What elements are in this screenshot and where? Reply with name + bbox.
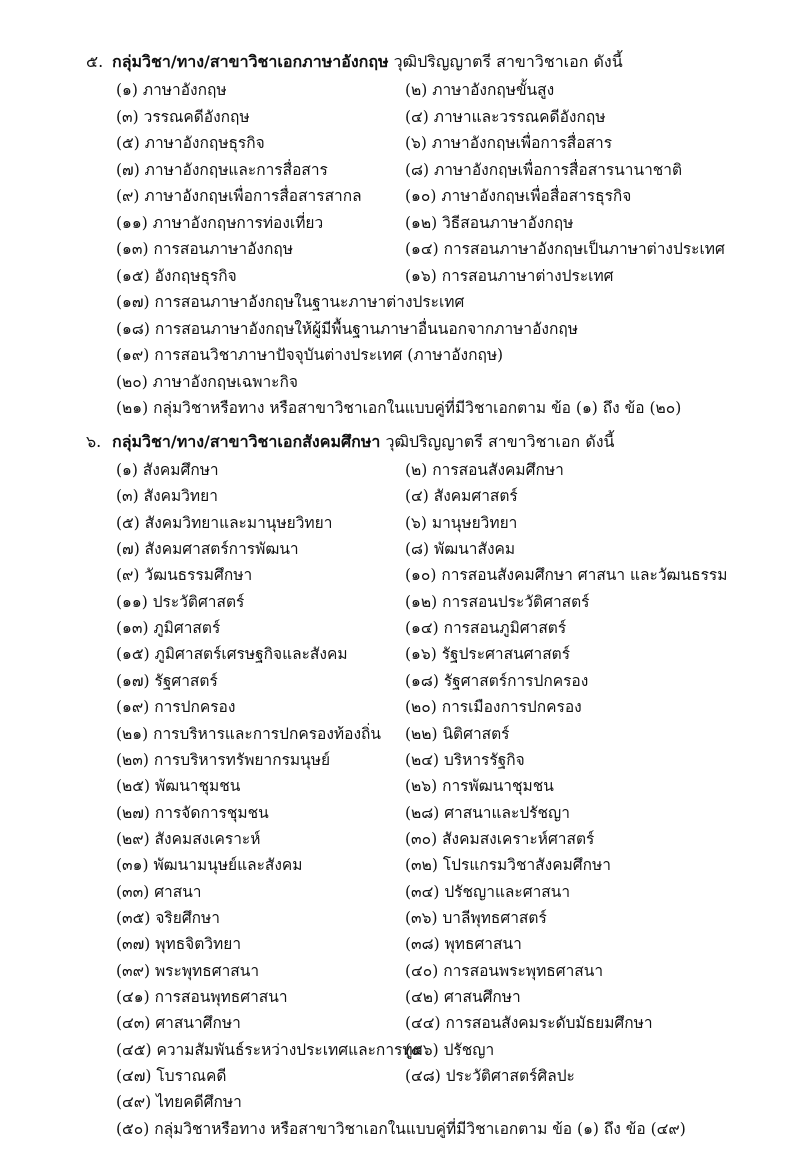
list-row <box>0 104 800 130</box>
list-item: (๑๖) การสอนภาษาต่างประเทศ <box>405 266 614 285</box>
list-item: (๒๖) การพัฒนาชุมชน <box>405 777 554 796</box>
list-item: (๒๙) สังคมสงเคราะห์ <box>116 829 261 848</box>
list-item: (๑๕) อังกฤษธุรกิจ <box>116 266 237 285</box>
list-row <box>0 641 800 667</box>
list-item: (๔๗) โบราณคดี <box>116 1067 227 1086</box>
list-item: (๒๓) การบริหารทรัพยากรมนุษย์ <box>116 750 331 769</box>
list-row <box>0 826 800 852</box>
section-subtitle: วุฒิปริญญาตรี สาขาวิชาเอก ดังนี้ <box>393 52 623 71</box>
list-item: (๒) การสอนสังคมศึกษา <box>405 461 564 479</box>
list-row <box>0 183 800 209</box>
list-item: (๑๗) รัฐศาสตร์ <box>116 671 218 690</box>
list-item: (๗) ภาษาอังกฤษและการสื่อสาร <box>116 160 328 179</box>
list-row <box>0 369 800 395</box>
list-item: (๑๑) ภาษาอังกฤษการท่องเที่ยว <box>116 213 324 232</box>
section-title: กลุ่มวิชา/ทาง/สาขาวิชาเอกภาษาอังกฤษ <box>112 52 389 71</box>
list-item: (๑๘) การสอนภาษาอังกฤษให้ผู้มีพื้นฐานภาษาอื่นนอกจากภาษาอังกฤษ <box>116 319 578 338</box>
list-item: (๙) วัฒนธรรมศึกษา <box>116 566 253 585</box>
list-item: (๖) ภาษาอังกฤษเพื่อการสื่อสาร <box>405 134 613 152</box>
list-item: (๒๒) นิติศาสตร์ <box>405 724 510 743</box>
list-item: (๔๕) ความสัมพันธ์ระหว่างประเทศและการทูต <box>116 1040 423 1059</box>
list-item: (๓๙) พระพุทธศาสนา <box>116 961 260 980</box>
list-item: (๔๘) ประวัติศาสตร์ศิลปะ <box>405 1067 575 1086</box>
list-item: (๑๐) การสอนสังคมศึกษา ศาสนา และวัฒนธรรม <box>405 566 728 585</box>
list-row <box>0 263 800 289</box>
list-item: (๓๒) โปรแกรมวิชาสังคมศึกษา <box>405 856 611 875</box>
list-row <box>0 589 800 615</box>
list-item: (๑๓) การสอนภาษาอังกฤษ <box>116 240 293 258</box>
list-row <box>0 879 800 905</box>
list-item: (๓๐) สังคมสงเคราะห์ศาสตร์ <box>405 829 595 848</box>
list-item: (๙) ภาษาอังกฤษเพื่อการสื่อสารสากล <box>116 187 362 205</box>
list-item: (๘) ภาษาอังกฤษเพื่อการสื่อสารนานาชาติ <box>405 160 683 179</box>
list-row <box>0 984 800 1010</box>
section-number: ๖. <box>86 432 102 451</box>
list-item: (๑๗) การสอนภาษาอังกฤษในฐานะภาษาต่างประเทศ <box>116 293 465 311</box>
list-item: (๔) สังคมศาสตร์ <box>405 487 518 506</box>
list-row <box>0 931 800 957</box>
list-item: (๑๔) การสอนภาษาอังกฤษเป็นภาษาต่างประเทศ <box>405 240 725 258</box>
list-item: (๑๖) รัฐประศาสนศาสตร์ <box>405 645 571 664</box>
list-row <box>0 721 800 747</box>
list-row <box>0 289 800 315</box>
list-row <box>0 510 800 536</box>
list-item: (๑๙) การสอนวิชาภาษาปัจจุบันต่างประเทศ (ภาษาอังกฤษ) <box>116 346 504 364</box>
list-item: (๓) สังคมวิทยา <box>116 487 218 506</box>
list-row <box>0 536 800 562</box>
list-item: (๔) ภาษาและวรรณคดีอังกฤษ <box>405 107 606 126</box>
list-row <box>0 1063 800 1089</box>
list-row <box>0 210 800 236</box>
list-item: (๔๓) ศาสนาศึกษา <box>116 1014 241 1033</box>
list-item: (๑๓) ภูมิศาสตร์ <box>116 619 221 638</box>
list-row <box>0 457 800 483</box>
list-row <box>0 615 800 641</box>
list-row <box>0 1037 800 1063</box>
list-item: (๗) สังคมศาสตร์การพัฒนา <box>116 540 299 559</box>
list-row <box>0 157 800 183</box>
list-item: (๕) สังคมวิทยาและมานุษยวิทยา <box>116 513 333 532</box>
list-row <box>0 1116 800 1142</box>
list-item: (๖) มานุษยวิทยา <box>405 513 518 532</box>
list-item: (๔๑) การสอนพุทธศาสนา <box>116 988 288 1006</box>
list-row <box>0 236 800 262</box>
list-row <box>0 747 800 773</box>
list-item: (๒๔) บริหารรัฐกิจ <box>405 750 525 769</box>
list-item: (๑๐) ภาษาอังกฤษเพื่อสื่อสารธุรกิจ <box>405 187 632 205</box>
section-number: ๕. <box>86 52 104 71</box>
list-row <box>0 342 800 368</box>
list-row <box>0 1089 800 1115</box>
list-item: (๒๑) การบริหารและการปกครองท้องถิ่น <box>116 724 381 743</box>
list-item: (๑๒) การสอนประวัติศาสตร์ <box>405 592 590 611</box>
list-row <box>0 316 800 342</box>
list-item: (๔๙) ไทยคดีศึกษา <box>116 1093 242 1112</box>
section-subtitle: วุฒิปริญญาตรี สาขาวิชาเอก ดังนี้ <box>385 432 615 451</box>
list-item: (๑๕) ภูมิศาสตร์เศรษฐกิจและสังคม <box>116 645 348 664</box>
list-item: (๒๗) การจัดการชุมชน <box>116 803 269 822</box>
list-item: (๑๑) ประวัติศาสตร์ <box>116 592 245 611</box>
list-item: (๔๒) ศาสนศึกษา <box>405 988 521 1006</box>
list-item: (๒๐) การเมืองการปกครอง <box>405 698 582 717</box>
list-item: (๔๔) การสอนสังคมระดับมัธยมศึกษา <box>405 1014 653 1033</box>
list-row <box>0 562 800 588</box>
list-item: (๕) ภาษาอังกฤษธุรกิจ <box>116 134 265 152</box>
list-item: (๓๗) พุทธจิตวิทยา <box>116 935 242 954</box>
list-row <box>0 130 800 156</box>
list-item: (๑๔) การสอนภูมิศาสตร์ <box>405 619 567 638</box>
list-item: (๑๙) การปกครอง <box>116 698 236 717</box>
list-item: (๑) สังคมศึกษา <box>116 461 219 479</box>
list-item: (๘) พัฒนาสังคม <box>405 540 516 559</box>
list-item: (๓) วรรณคดีอังกฤษ <box>116 107 250 126</box>
section-title: กลุ่มวิชา/ทาง/สาขาวิชาเอกสังคมศึกษา <box>112 432 381 451</box>
list-item: (๑๒) วิธีสอนภาษาอังกฤษ <box>405 213 574 232</box>
list-item: (๔๖) ปรัชญา <box>405 1040 495 1059</box>
list-item: (๓๘) พุทธศาสนา <box>405 935 522 954</box>
list-item: (๕๐) กลุ่มวิชาหรือทาง หรือสาขาวิชาเอกในแบบคู่ที่มีวิชาเอกตาม ข้อ (๑) ถึง ข้อ (๔๙) <box>116 1119 686 1138</box>
list-row <box>0 483 800 509</box>
list-row <box>0 905 800 931</box>
list-row <box>0 800 800 826</box>
section-heading <box>86 430 614 455</box>
list-item: (๑) ภาษาอังกฤษ <box>116 81 227 99</box>
list-item: (๒๑) กลุ่มวิชาหรือทาง หรือสาขาวิชาเอกในแบบคู่ที่มีวิชาเอกตาม ข้อ (๑) ถึง ข้อ (๒๐) <box>116 399 682 417</box>
list-row <box>0 694 800 720</box>
list-row <box>0 668 800 694</box>
list-item: (๓๕) จริยศึกษา <box>116 908 220 927</box>
list-row <box>0 958 800 984</box>
list-row <box>0 395 800 421</box>
list-row <box>0 773 800 799</box>
section-heading <box>86 50 623 75</box>
list-row <box>0 852 800 878</box>
list-item: (๓๔) ปรัชญาและศาสนา <box>405 882 571 901</box>
list-row <box>0 77 800 103</box>
list-item: (๓๖) บาลีพุทธศาสตร์ <box>405 908 547 927</box>
list-item: (๓๓) ศาสนา <box>116 882 202 901</box>
list-item: (๔๐) การสอนพระพุทธศาสนา <box>405 961 604 980</box>
list-item: (๒๐) ภาษาอังกฤษเฉพาะกิจ <box>116 372 298 391</box>
list-item: (๓๑) พัฒนามนุษย์และสังคม <box>116 856 303 875</box>
list-item: (๑๘) รัฐศาสตร์การปกครอง <box>405 671 589 690</box>
list-item: (๒) ภาษาอังกฤษขั้นสูง <box>405 81 555 99</box>
list-item: (๒๘) ศาสนาและปรัชญา <box>405 803 570 822</box>
list-row <box>0 1010 800 1036</box>
list-item: (๒๕) พัฒนาชุมชน <box>116 777 241 796</box>
